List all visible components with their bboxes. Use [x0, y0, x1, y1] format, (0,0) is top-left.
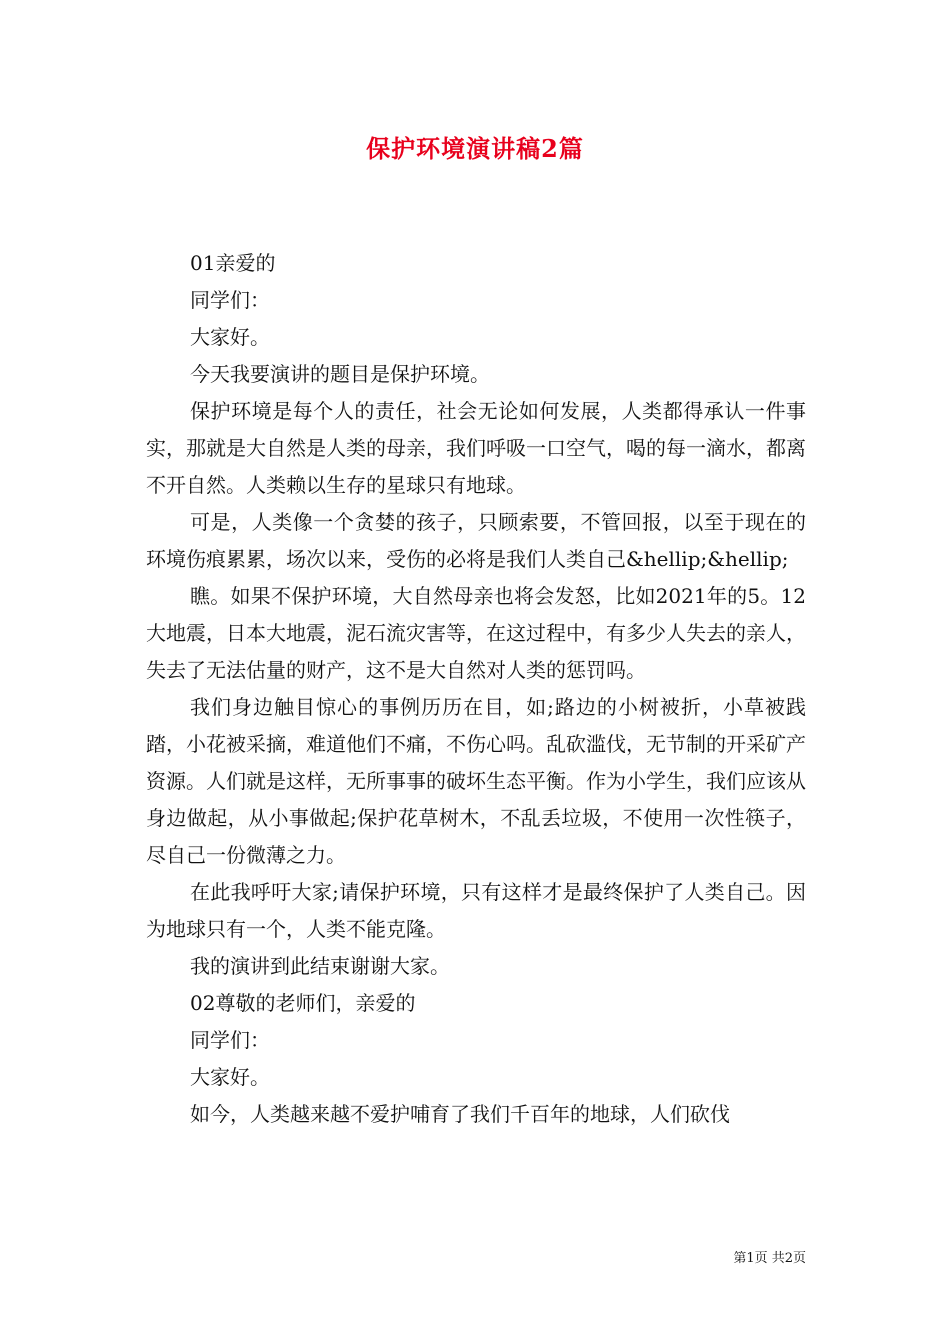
paragraph: 同学们： [190, 288, 270, 312]
paragraph: 可是，人类像一个贪婪的孩子，只顾索要，不管回报，以至于现在的环境伤痕累累，场次以来，受伤的必将是我们人类自己&hellip;&hellip; [146, 510, 806, 571]
paragraph: 如今，人类越来越不爱护哺育了我们千百年的地球，人们砍伐 [190, 1102, 730, 1126]
page-number-footer: 第1页 共2页 [733, 1251, 806, 1266]
paragraph: 今天我要演讲的题目是保护环境。 [190, 362, 490, 386]
paragraph: 我的演讲到此结束谢谢大家。 [190, 954, 450, 978]
paragraph: 我们身边触目惊心的事例历历在目，如;路边的小树被折，小草被践踏，小花被采摘，难道他们不痛，不伤心吗。乱砍滥伐，无节制的开采矿产资源。人们就是这样，无所事事的破坏生态平衡。作为小学生，我们应该从身边做起，从小事做起;保护花草树木，不乱丢垃圾，不使用一次性筷子，尽自己一份微薄之力。 [146, 695, 806, 867]
paragraph: 大家好。 [190, 325, 270, 349]
document-body [146, 245, 806, 1133]
paragraph: 在此我呼吁大家;请保护环境，只有这样才是最终保护了人类自己。因为地球只有一个，人类不能克隆。 [146, 880, 806, 941]
paragraph: 01亲爱的 [190, 251, 276, 275]
paragraph: 瞧。如果不保护环境，大自然母亲也将会发怒，比如2021年的5。12大地震，日本大地震，泥石流灾害等，在这过程中，有多少人失去的亲人，失去了无法估量的财产，这不是大自然对人类的惩罚吗。 [146, 584, 806, 682]
page-title: 保护环境演讲稿2篇 [366, 134, 584, 163]
paragraph: 02尊敬的老师们，亲爱的 [190, 991, 416, 1015]
paragraph: 保护环境是每个人的责任，社会无论如何发展，人类都得承认一件事实，那就是大自然是人类的母亲，我们呼吸一口空气，喝的每一滴水，都离不开自然。人类赖以生存的星球只有地球。 [146, 399, 806, 497]
paragraph: 大家好。 [190, 1065, 270, 1089]
paragraph: 同学们： [190, 1028, 270, 1052]
